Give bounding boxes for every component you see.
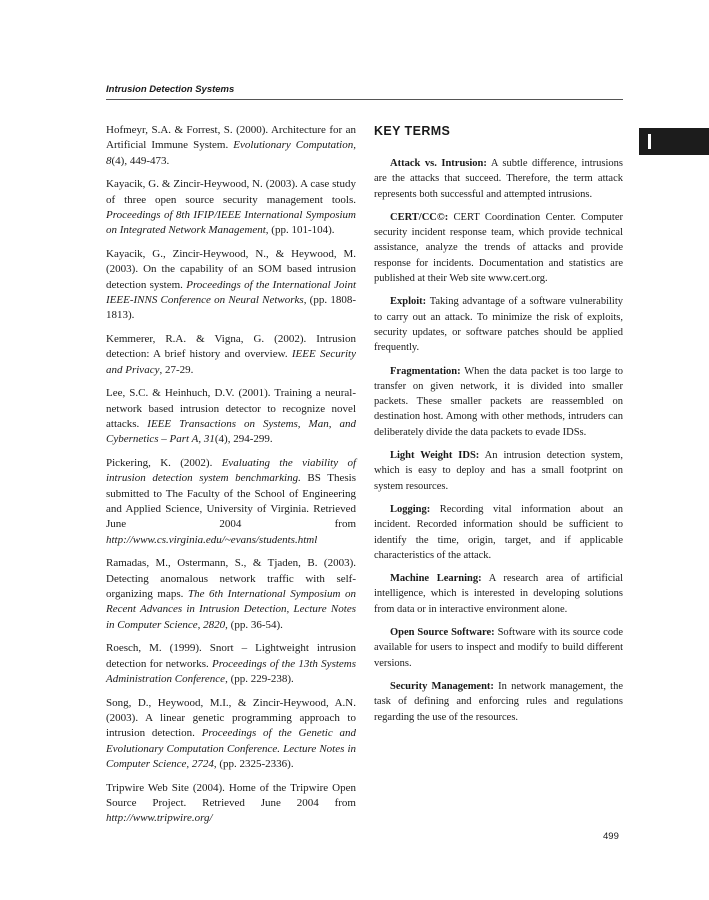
header-rule (106, 99, 623, 100)
reference-entry: Roesch, M. (1999). Snort – Lightweight intrusion detection for networks. Proceedings of the 13th Systems Administration Conference, (pp. 229-238). (106, 642, 357, 685)
running-title: Intrusion Detection Systems (106, 84, 235, 95)
reference-entry: Kayacik, G., Zincir-Heywood, N., & Heywood, M. (2003). On the capability of an SOM based intrusion detection system. Proceedings of the International Joint IEEE-INNS Conference on Neural Networks, (pp. 1808-1813). (106, 248, 357, 322)
key-terms-heading: KEY TERMS (374, 124, 451, 138)
references-list (106, 123, 356, 835)
key-terms-section (374, 124, 623, 733)
reference-entry: Lee, S.C. & Heinhuch, D.V. (2001). Training a neural-network based intrusion detector to recognize novel attacks. IEEE Transactions on Systems, Man, and Cybernetics – Part A, 31(4), 294-299. (106, 387, 356, 446)
tab-marker-glyph (648, 134, 651, 149)
key-term-entry: Security Management: In network management, the task of defining and enforcing rules and regulations regarding the use of the resources. (374, 680, 623, 723)
reference-entry: Tripwire Web Site (2004). Home of the Tripwire Open Source Project. Retrieved June 2004 from http://www.tripwire.org/ (106, 781, 356, 825)
key-term-entry: Fragmentation: When the data packet is too large to transfer on given network, it is divided into smaller packets. These smaller packets are reassembled on destination host. Among with other methods, intruders can deliberately divide the data packets to evade IDSs. (374, 365, 623, 438)
chapter-tab-marker (639, 128, 709, 155)
reference-entry: Kemmerer, R.A. & Vigna, G. (2002). Intrusion detection: A brief history and overview. IEEE Security and Privacy, 27-29. (106, 333, 356, 376)
key-term-entry: CERT/CC©: CERT Coordination Center. Computer security incident response team, which provide technical assistance, analyze the trends of attacks and provide response for incidents. Documentation and statistics are published at their Web site www.cert.org. (374, 211, 623, 285)
reference-entry: Pickering, K. (2002). Evaluating the viability of intrusion detection system benchmarking. BS Thesis submitted to The Faculty of the School of Engineering and Applied Science, University of Virginia. Retrieved June 2004 from http://www.cs.virginia.edu/~evans/students.html (106, 457, 356, 546)
key-term-entry: Logging: Recording vital information about an incident. Recorded information should be sufficient to identify the time, origin, target, and if applicable characteristics of the attack. (374, 503, 623, 561)
key-term-entry: Attack vs. Intrusion: A subtle difference, intrusions are the attacks that succeed. Therefore, the term attack represents both successful and attempted intrusions. (374, 158, 623, 200)
page-number: 499 (603, 831, 619, 842)
key-term-entry: Exploit: Taking advantage of a software vulnerability to carry out an attack. To minimize the risk of exploits, security updates, or software patches should be applied frequently. (374, 296, 623, 354)
key-term-entry: Light Weight IDS: An intrusion detection system, which is easy to deploy and has a small footprint on system resources. (374, 450, 623, 492)
reference-entry: Kayacik, G. & Zincir-Heywood, N. (2003). A case study of three open source security management tools. Proceedings of 8th IFIP/IEEE International Symposium on Integrated Network Management, (pp. 101-104). (106, 178, 356, 237)
key-term-entry: Machine Learning: A research area of artificial intelligence, which is interested in developing solutions from data or in interactive environment alone. (374, 573, 623, 615)
key-term-entry: Open Source Software: Software with its source code available for users to inspect and modify to build different versions. (374, 627, 623, 669)
reference-entry: Song, D., Heywood, M.I., & Zincir-Heywood, A.N. (2003). A linear genetic programming approach to intrusion detection. Proceedings of the Genetic and Evolutionary Computation Conference. Lecture Notes in Computer Science, 2724, (pp. 2325-2336). (106, 696, 356, 770)
reference-entry: Ramadas, M., Ostermann, S., & Tjaden, B. (2003). Detecting anomalous network traffic with self-organizing maps. The 6th International Symposium on Recent Advances in Intrusion Detection, Lecture Notes in Computer Science, 2820, (pp. 36-54). (106, 557, 356, 631)
reference-entry: Hofmeyr, S.A. & Forrest, S. (2000). Architecture for an Artificial Immune System. Evolutionary Computation, 8(4), 449-473. (106, 124, 356, 167)
